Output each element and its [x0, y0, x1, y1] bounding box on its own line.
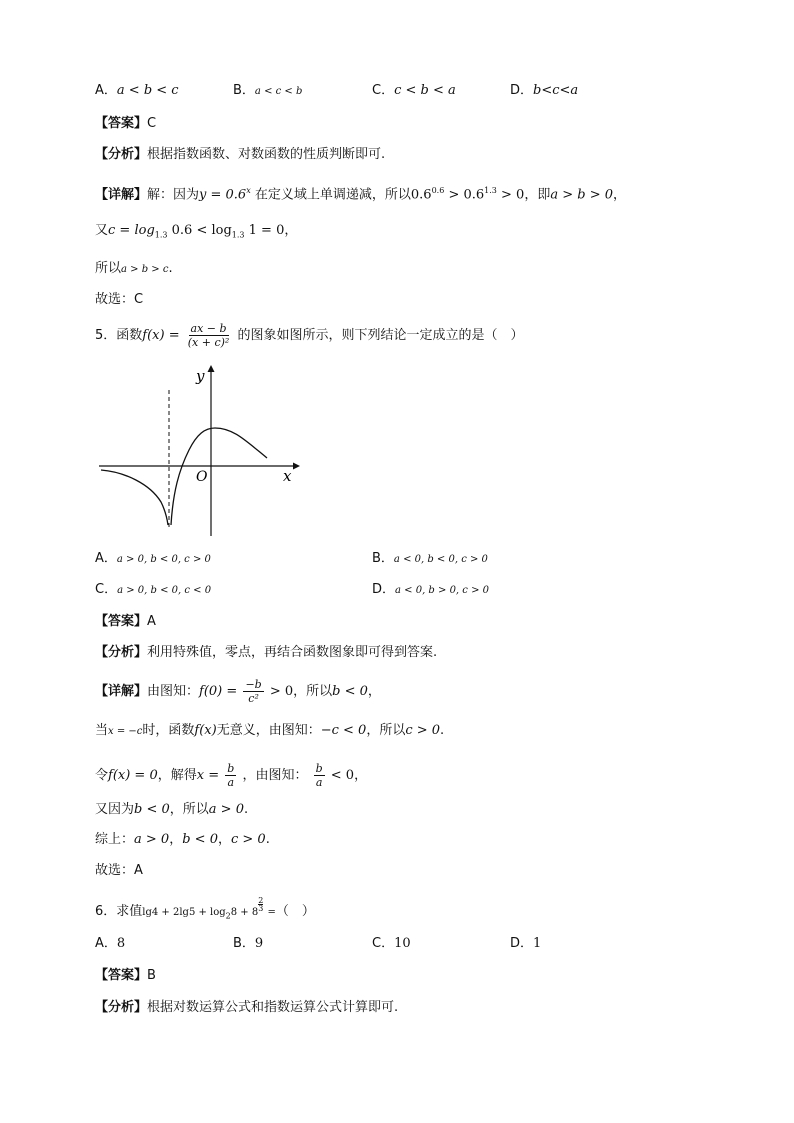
curve-right-branch	[171, 428, 267, 525]
q4-option-b	[233, 81, 302, 102]
x-axis-arrow	[293, 463, 300, 470]
q6-question: 6．求值$\lg 4 + 2\lg 5 + \log_28 + 8$ $^{\frac{2}{3}}$ =（ ）	[95, 896, 315, 921]
q4-detail-line-1: 【详解】解：因为$y = 0.6^x$ 在定义域上单调递减，所以$0.6^{0.6} > 0.6^{1.3} > 0$，即a > b > 0，	[95, 186, 627, 203]
option-text: a < b < c	[116, 83, 179, 98]
q5-final-answer: 故选：A	[95, 863, 143, 878]
q5-option-a: A．a > 0, b < 0, c > 0	[95, 551, 211, 566]
origin-label: O	[196, 469, 208, 485]
q5-option-c: C．a > 0, b < 0, c < 0	[95, 582, 212, 597]
q5-detail-line-4: 又因为b < 0，所以a > 0.	[95, 802, 249, 817]
q6-exponent-fraction: 2 3	[258, 896, 264, 913]
q4-option-c	[372, 81, 456, 101]
q5-option-b: B．a < 0, b < 0, c > 0	[372, 551, 488, 566]
option-text: c < b < a	[394, 83, 456, 98]
function-graph	[95, 362, 305, 542]
q4-option-a	[95, 81, 179, 101]
q5-analysis: 【分析】利用特殊值，零点，再结合函数图象即可得到答案.	[95, 645, 438, 660]
option-label: B．	[233, 83, 255, 98]
q5-detail-line-3: 令f(x) = 0，解得x = $\frac{b}{a}$ ，由图知： $\frac{b}{a}$ < 0，	[95, 762, 368, 789]
q6-option-c: C．10	[372, 936, 411, 951]
y-axis-arrow	[208, 365, 215, 372]
q5-option-d: D．a < 0, b > 0, c > 0	[372, 582, 489, 597]
q5-question: 5．函数f(x) = $\frac{ax - b}{\text{(x + c)²}}$ 的图象如图所示，则下列结论一定成立的是（ ）	[95, 322, 524, 349]
option-label: A．	[95, 83, 117, 98]
option-label: C．	[372, 83, 395, 98]
q6-analysis: 【分析】根据对数运算公式和指数运算公式计算即可.	[95, 1000, 399, 1015]
curve-left-branch	[101, 470, 168, 525]
x-axis-label: x	[283, 467, 292, 485]
q5-detail-line-5: 综上：a > 0，b < 0，c > 0.	[95, 832, 270, 847]
q4-final-answer: 故选：C	[95, 292, 144, 307]
q6-option-b: B．9	[233, 936, 264, 951]
q6-option-d: D．1	[510, 936, 542, 951]
q4-analysis: 【分析】根据指数函数、对数函数的性质判断即可.	[95, 147, 386, 162]
q5-detail-line-1: 【详解】由图知：f(0) = $\frac{-b}{\text{c²}}$ > 0，所以b < 0，	[95, 678, 381, 705]
y-axis-label: y	[196, 367, 205, 385]
option-text: a < c < b	[254, 86, 303, 97]
q4-option-d	[510, 81, 578, 101]
q6-answer: 【答案】B	[95, 968, 156, 983]
q5-fraction: $\frac{ax - b}{\text{(x + c)²}}$	[187, 322, 230, 349]
option-label: D．	[510, 83, 534, 98]
q4-detail-line-2: 又$c = \log_{1.3} 0.6 < \log_{1.3} 1 = 0$，	[95, 223, 298, 240]
q5-answer: 【答案】A	[95, 614, 156, 629]
q4-detail-line-3: 所以a > b > c.	[95, 261, 173, 276]
q6-option-a: A．8	[95, 936, 126, 951]
q4-answer: 【答案】C	[95, 116, 157, 131]
option-text: b<c<a	[533, 83, 579, 98]
q5-detail-line-2: 当x = −c时，函数f(x)无意义，由图知：−c < 0，所以c > 0.	[95, 723, 445, 738]
